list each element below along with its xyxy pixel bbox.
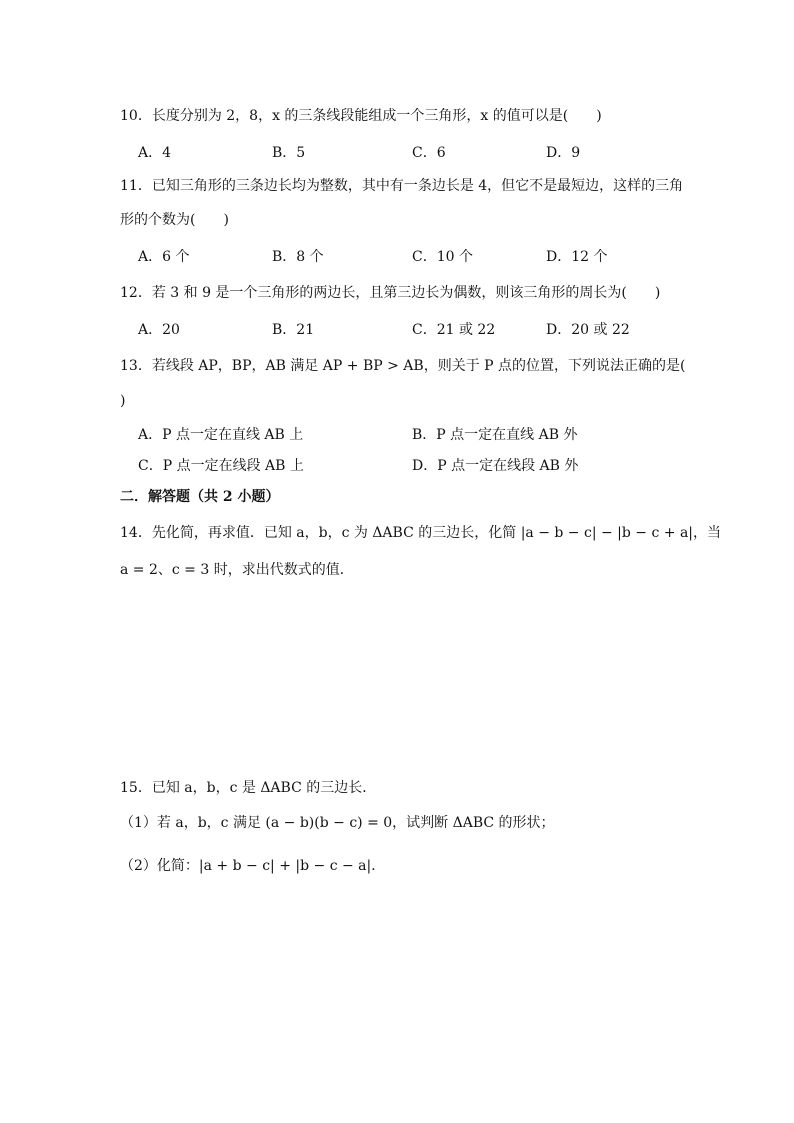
- question-10-stem: 10．长度分别为 2，8，x 的三条线段能组成一个三角形，x 的值可以是( ): [120, 108, 602, 124]
- question-12-option-b: B．21: [272, 322, 315, 338]
- question-13-option-a: A．P 点一定在直线 AB 上: [138, 427, 304, 443]
- question-14-line1: 14．先化简，再求值．已知 a，b，c 为 ΔABC 的三边长，化简 |a − b − c| − |b − c + a|，当: [120, 525, 722, 541]
- question-12-option-a: A．20: [138, 322, 180, 338]
- question-15-part1: （1）若 a，b，c 满足 (a − b)(b − c) = 0，试判断 ΔABC 的形状；: [120, 815, 555, 831]
- question-10-option-c: C．6: [412, 145, 446, 161]
- question-15-part2: （2）化简：|a + b − c| + |b − c − a|．: [120, 858, 386, 874]
- question-13-option-c: C．P 点一定在线段 AB 上: [138, 458, 304, 474]
- question-11-option-a: A．6 个: [138, 249, 190, 265]
- question-13-stem-line2: ): [120, 393, 126, 409]
- question-15-stem: 15．已知 a，b，c 是 ΔABC 的三边长．: [120, 780, 377, 796]
- question-10-option-d: D．9: [546, 145, 581, 161]
- question-11-option-c: C．10 个: [412, 249, 473, 265]
- question-13-option-d: D．P 点一定在线段 AB 外: [412, 458, 579, 474]
- question-13-stem-line1: 13．若线段 AP，BP，AB 满足 AP + BP > AB，则关于 P 点的位置，下列说法正确的是(: [120, 358, 686, 374]
- question-11-stem-line2: 形的个数为( ): [120, 212, 229, 228]
- question-13-option-b: B．P 点一定在直线 AB 外: [412, 427, 578, 443]
- question-12-option-d: D．20 或 22: [546, 322, 630, 338]
- question-12-option-c: C．21 或 22: [412, 322, 496, 338]
- question-14-line2: a = 2、c = 3 时，求出代数式的值．: [120, 562, 354, 578]
- question-10-option-a: A．4: [138, 145, 172, 161]
- question-11-option-d: D．12 个: [546, 249, 608, 265]
- question-11-option-b: B．8 个: [272, 249, 324, 265]
- question-11-stem-line1: 11．已知三角形的三条边长均为整数，其中有一条边长是 4，但它不是最短边，这样的三角: [120, 178, 684, 194]
- question-10-option-b: B．5: [272, 145, 306, 161]
- question-12-stem: 12．若 3 和 9 是一个三角形的两边长，且第三边长为偶数，则该三角形的周长为( ): [120, 285, 661, 301]
- section-title-answer-questions: 二．解答题（共 2 小题）: [120, 489, 280, 505]
